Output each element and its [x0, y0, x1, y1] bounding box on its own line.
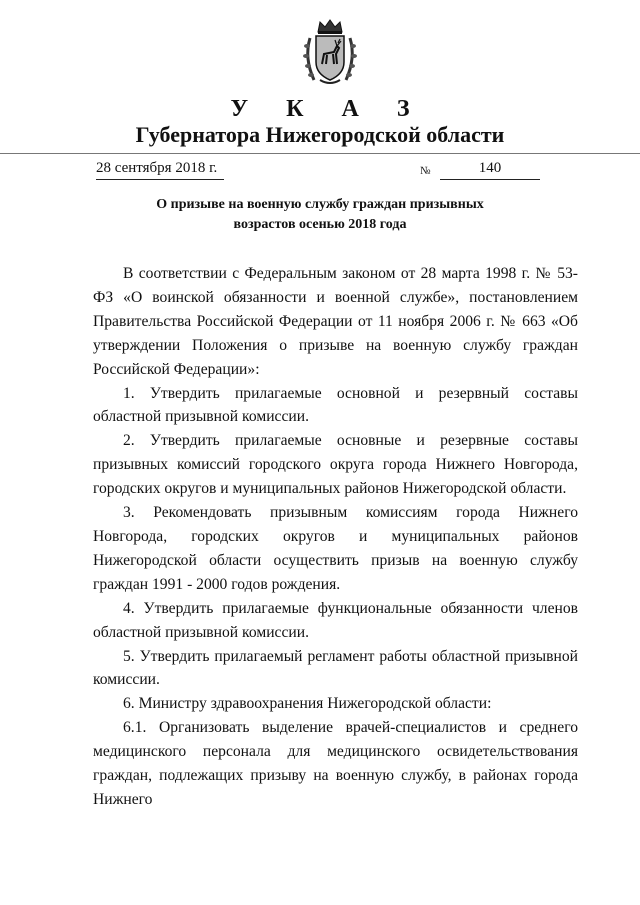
- body-paragraph: 1. Утвердить прилагаемые основной и резервный составы областной призывной комиссии.: [93, 384, 578, 426]
- body-paragraph: 3. Рекомендовать призывным комиссиям города Нижнего Новгорода, городских округов и муниципальных районов Нижегородской области осуществить призыв на военную службу граждан 1991 - 2000 годов рождения.: [93, 504, 578, 593]
- header-divider: [0, 153, 640, 154]
- body-paragraph: 2. Утвердить прилагаемые основные и резервные составы призывных комиссий городского округа города Нижнего Новгорода, городских округов и муниципальных районов Нижегородской области.: [93, 432, 578, 498]
- decree-date: 28 сентября 2018 г.: [96, 160, 218, 176]
- decree-body: [93, 262, 578, 812]
- decree-number: 140: [478, 160, 502, 176]
- number-label: №: [420, 165, 431, 177]
- body-paragraph: 6.1. Организовать выделение врачей-специалистов и среднего медицинского персонала для медицинского освидетельствования граждан, подлежащих призыву на военную службу, в районах города Нижнего: [93, 719, 578, 808]
- subject-line: возрастов осенью 2018 года: [233, 217, 407, 232]
- coat-of-arms-icon: [300, 18, 360, 88]
- body-paragraph: 4. Утвердить прилагаемые функциональные обязанности членов областной призывной комиссии.: [93, 599, 578, 641]
- body-paragraph: 5. Утвердить прилагаемый регламент работы областной призывной комиссии.: [93, 647, 578, 689]
- decree-subject: [120, 195, 520, 235]
- date-underline: [96, 179, 224, 180]
- document-type-title: У К А З: [230, 96, 426, 122]
- subject-line: О призыве на военную службу граждан призывных: [156, 197, 484, 212]
- issuer-title: Губернатора Нижегородской области: [135, 122, 505, 147]
- body-paragraph: В соответствии с Федеральным законом от 28 марта 1998 г. № 53-ФЗ «О воинской обязанности и военной службе», постановлением Правительства Российской Федерации от 11 ноября 2006 г. № 663 «Об утверждении Положения о призыве на военную службу граждан Российской Федерации»:: [93, 265, 578, 378]
- number-underline: [440, 179, 540, 180]
- body-paragraph: 6. Министру здравоохранения Нижегородской области:: [123, 695, 492, 713]
